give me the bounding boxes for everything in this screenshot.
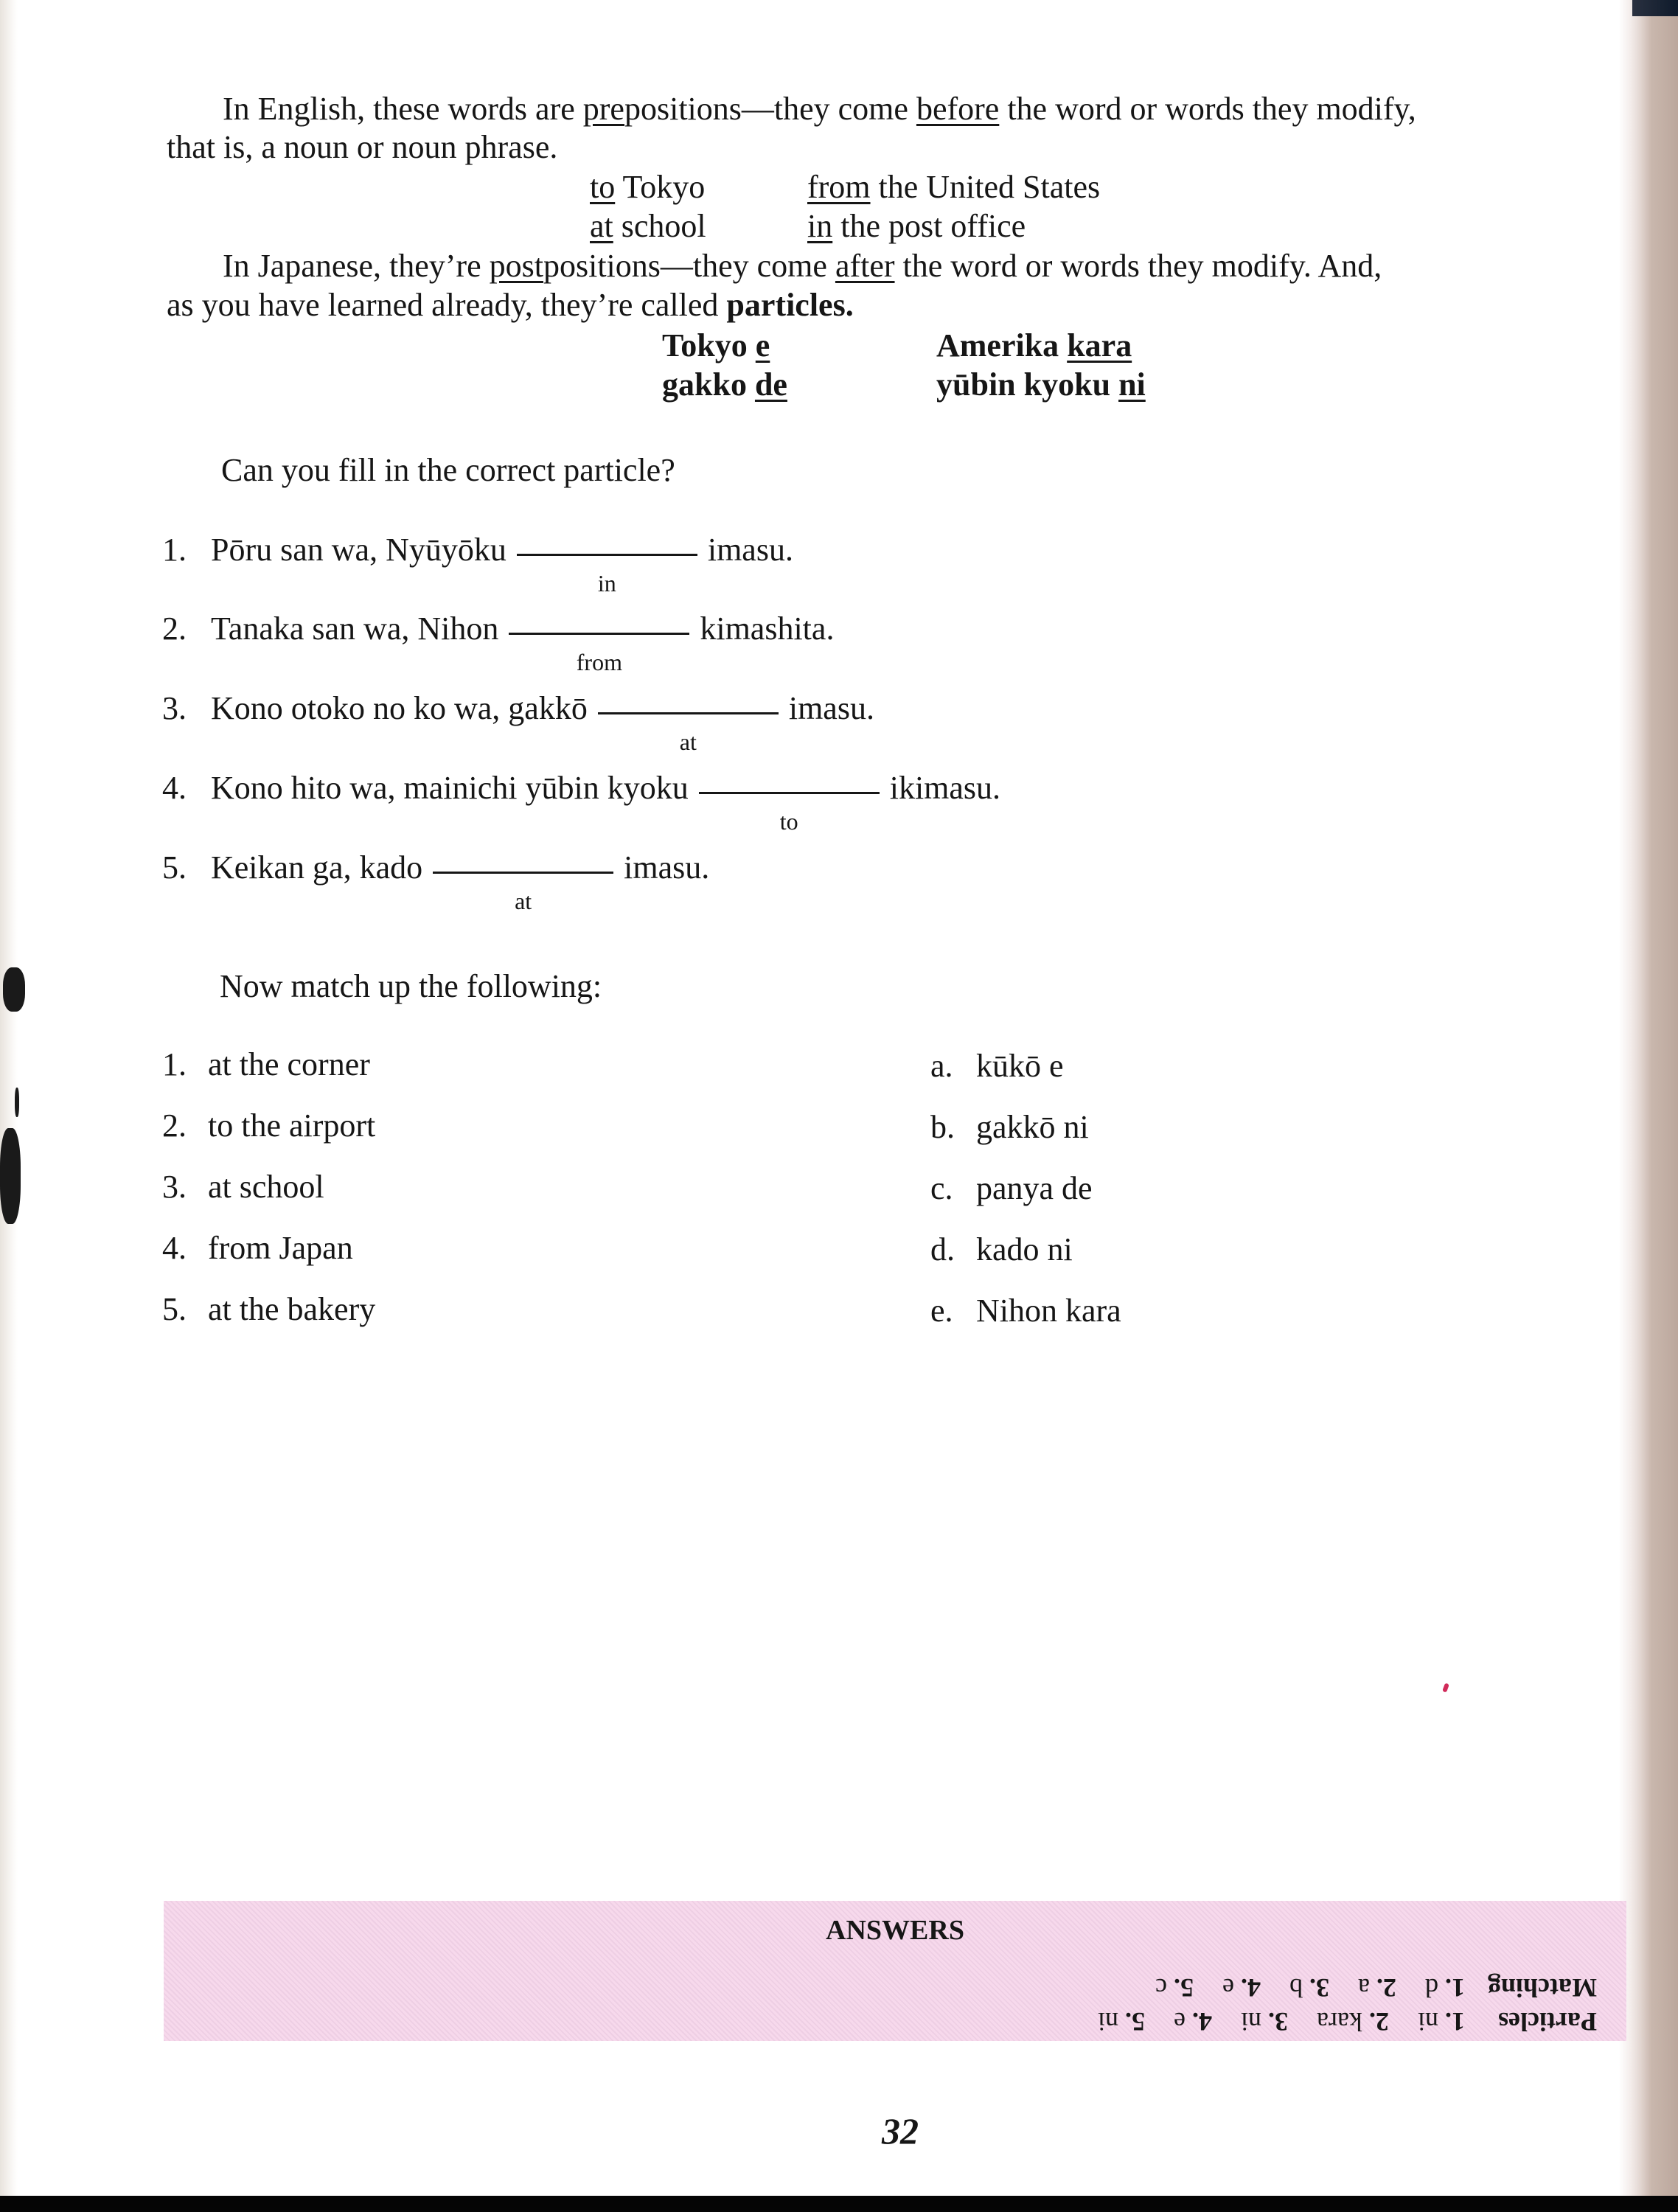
match-right-item-c [930,1169,1093,1208]
phrase-rest: the United States [870,169,1101,205]
jp-particle: e [755,327,770,364]
match-right-item-a [930,1047,1064,1085]
answer-number: 3. [1268,2007,1289,2037]
item-number: 1. [162,532,187,568]
jp-particle: ni [1118,366,1146,403]
answer-value: ni [1098,2007,1119,2037]
english-phrase: from Japan [208,1230,353,1266]
ink-blot [3,967,25,1012]
answer-value: a [1358,1973,1370,2003]
text-run: the word or words they modify. And, [894,248,1382,284]
hint-word: to [779,808,798,835]
match-left-item-1 [162,1046,370,1084]
answer-number: 2. [1376,1973,1396,2003]
japanese-phrase: gakkō ni [976,1109,1089,1145]
example-jp-2 [936,327,1132,365]
answers-matching [1133,1972,1597,2004]
english-phrase: to the airport [208,1107,376,1144]
answer-item [1317,2007,1389,2037]
item-number: 5. [162,1291,187,1327]
hint-word: at [679,728,697,755]
answer-item [1098,2007,1145,2037]
item-letter: e. [930,1293,953,1329]
sentence-before: Kono otoko no ko wa, gakkō [211,690,588,726]
red-ink-speck [1442,1683,1449,1692]
item-number: 5. [162,849,187,886]
match-right-item-d [930,1231,1073,1269]
jp-particle: kara [1067,327,1132,364]
fill-in-item-4 [162,769,1001,835]
match-left-item-4 [162,1229,353,1267]
item-number: 4. [162,770,187,806]
answer-value: c [1155,1973,1168,2003]
ink-blot [15,1088,19,1117]
particle-word: to [590,169,616,205]
phrase-rest: Tokyo [615,169,706,205]
answer-number: 5. [1125,2007,1146,2037]
example-en-1 [590,168,705,206]
underlined-word: before [916,91,1000,127]
english-phrase: at the bakery [208,1291,376,1327]
text-run: In Japanese, they’re [223,248,490,284]
answers-box [164,1901,1626,2041]
match-right-item-e [930,1292,1121,1330]
answer-item [1174,2007,1212,2037]
example-en-3 [590,207,706,246]
item-number: 3. [162,690,187,726]
english-phrase: at school [208,1169,324,1205]
sentence-before: Tanaka san wa, Nihon [211,611,499,647]
jp-particle: de [754,366,787,403]
phrase-rest: school [613,208,706,244]
example-jp-3 [662,366,787,404]
ink-blot [0,1128,21,1224]
match-left-item-2 [162,1107,375,1145]
answer-value: ni [1241,2007,1262,2037]
particle-word: in [807,208,833,244]
text-run: as you have learned already, they’re called [167,287,727,323]
hint-word: from [576,649,622,675]
answer-value: e [1222,1973,1235,2003]
item-number: 2. [162,611,187,647]
sentence-after: imasu. [788,690,874,726]
scan-corner-shadow [1632,0,1678,16]
match-right-item-b [930,1108,1089,1147]
item-number: 3. [162,1169,187,1205]
answer-number: 1. [1445,2007,1465,2037]
english-phrase: at the corner [208,1046,370,1082]
text-run: In English, these words are [223,91,583,127]
match-left-item-5 [162,1290,375,1329]
particle-word: at [590,208,613,244]
answer-blank[interactable] [699,790,880,835]
underlined-prefix: post [489,248,543,284]
book-gutter-shadow [1619,0,1678,2197]
japanese-phrase: Nihon kara [976,1293,1121,1329]
answer-number: 1. [1445,1973,1465,2003]
answer-item [1289,1973,1329,2003]
text-run: positions—they come [543,248,835,284]
item-number: 2. [162,1107,187,1144]
example-en-4 [807,207,1026,246]
japanese-phrase: kado ni [976,1231,1073,1267]
answer-value: ni [1417,2007,1438,2037]
sentence-after: ikimasu. [889,770,1001,806]
sentence-before: Pōru san wa, Nyūyōku [211,532,506,568]
jp-word: Amerika [936,327,1068,364]
answers-title: ANSWERS [826,1915,964,1946]
intro-line-1 [223,90,1416,128]
item-number: 4. [162,1230,187,1266]
answer-blank[interactable] [509,631,689,675]
intro-line-4 [167,286,854,324]
hint-word: at [515,888,532,914]
fill-in-item-5 [162,849,710,914]
sentence-before: Kono hito wa, mainichi yūbin kyoku [211,770,689,806]
answer-number: 3. [1309,1973,1330,2003]
answer-item [1425,1973,1465,2003]
example-jp-4 [936,366,1146,404]
fill-in-item-3 [162,689,874,755]
example-jp-1 [662,327,770,365]
answer-value: d [1425,1973,1438,2003]
jp-word: gakko [662,366,755,403]
answer-blank[interactable] [598,711,779,755]
sentence-after: imasu. [624,849,710,886]
intro-line-3 [223,247,1382,285]
japanese-phrase: kūkō e [976,1048,1064,1084]
answer-number: 5. [1174,1973,1194,2003]
answer-item [1418,2007,1465,2037]
hint-word: in [597,570,616,597]
fill-in-item-2 [162,610,835,675]
item-letter: d. [930,1231,955,1267]
answer-item [1155,1973,1194,2003]
answer-number: 4. [1192,2007,1213,2037]
jp-word: yūbin kyoku [936,366,1119,403]
item-letter: a. [930,1048,953,1084]
answer-blank[interactable] [517,552,697,597]
jp-word: Tokyo [662,327,756,364]
item-number: 1. [162,1046,187,1082]
item-letter: c. [930,1170,953,1206]
answer-value: e [1174,2007,1186,2037]
text-run: the word or words they modify, [999,91,1416,127]
underlined-prefix: pre [582,91,624,127]
answer-item [1222,1973,1261,2003]
answer-number: 2. [1368,2007,1389,2037]
exercise-1-prompt: Can you fill in the correct particle? [221,452,675,488]
answers-particles [1076,2006,1597,2038]
scan-bottom-edge [0,2196,1678,2212]
fill-in-item-1 [162,531,793,597]
item-letter: b. [930,1109,955,1145]
sentence-before: Keikan ga, kado [211,849,423,886]
match-left-item-3 [162,1168,324,1206]
answer-item [1358,1973,1396,2003]
answer-value: b [1289,1973,1303,2003]
text-run: positions—they come [624,91,916,127]
underlined-word: after [835,248,895,284]
japanese-phrase: panya de [976,1170,1093,1206]
intro-line-2: that is, a noun or noun phrase. [167,129,558,165]
sentence-after: imasu. [707,532,793,568]
answers-label: Matching [1488,1973,1597,2003]
bold-term: particles. [726,287,854,323]
answers-label: Particles [1498,2007,1597,2037]
exercise-2-prompt: Now match up the following: [220,968,602,1004]
answer-value: kara [1317,2007,1362,2037]
phrase-rest: the post office [832,208,1026,244]
example-en-2 [807,168,1100,206]
particle-word: from [807,169,871,205]
answer-number: 4. [1241,1973,1261,2003]
upside-down-answers [164,1967,1626,2038]
answer-item [1241,2007,1288,2037]
answer-blank[interactable] [433,870,613,914]
sentence-after: kimashita. [700,611,835,647]
page-number: 32 [882,2110,919,2152]
